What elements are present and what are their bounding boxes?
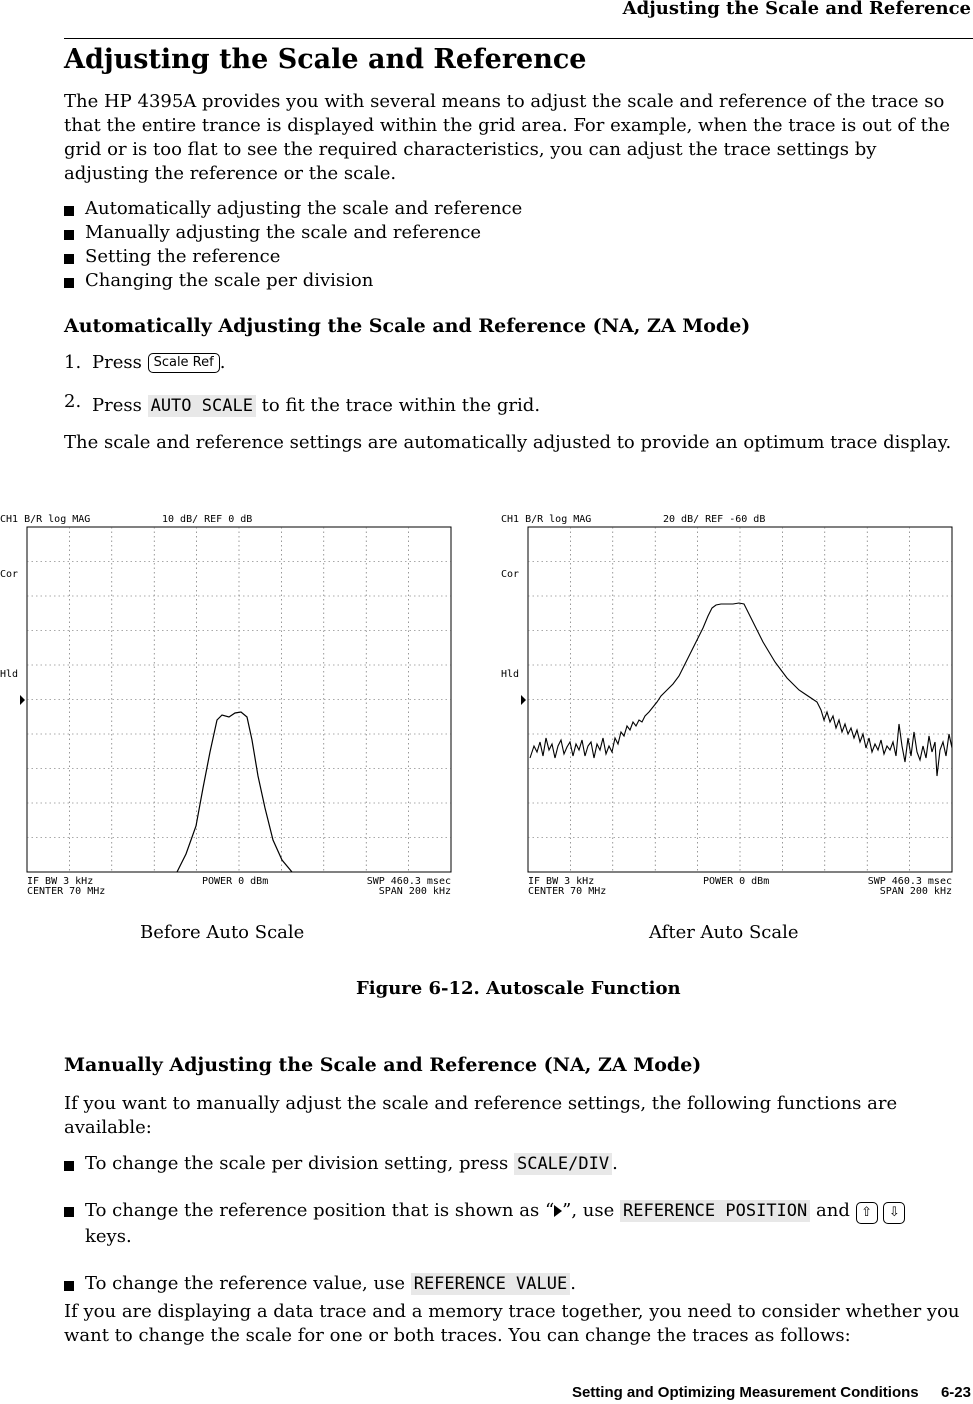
list-item — [64, 1152, 964, 1176]
if-bw-label: IF BW 3 kHz — [27, 876, 94, 887]
auto-scale-softkey: AUTO SCALE — [148, 395, 256, 417]
screen-header-left: CH1 B/R log MAG — [0, 514, 91, 525]
trace — [177, 712, 292, 872]
list-item: Setting the reference — [64, 245, 522, 269]
reference-value-softkey: REFERENCE VALUE — [411, 1273, 571, 1295]
step-1 — [64, 352, 225, 373]
up-arrow-key-icon: ⇧ — [856, 1202, 878, 1224]
page-number: 6-23 — [940, 1384, 971, 1401]
page-footer — [572, 1384, 971, 1401]
step-number: 2. — [64, 391, 82, 412]
item-text: ”, use — [562, 1200, 615, 1221]
intro-paragraph: The HP 4395A provides you with several means to adjust the scale and reference of the trace so that the entire trance is displayed within the grid area. For example, when the trace is out of the grid or is too flat to see the required characteristics, you can adjust the trace settings by adjusting the reference or the scale. — [64, 91, 951, 184]
auto-result-paragraph: The scale and reference settings are automatically adjusted to provide an optimum trace display. — [64, 432, 952, 453]
manual-intro-paragraph: If you want to manually adjust the scale and reference settings, the following functions are available: — [64, 1093, 898, 1138]
figure-caption: Figure 6-12. Autoscale Function — [356, 978, 681, 999]
after-caption: After Auto Scale — [649, 922, 799, 943]
auto-section-heading: Automatically Adjusting the Scale and Reference (NA, ZA Mode) — [64, 315, 751, 337]
reference-position-marker — [20, 695, 25, 705]
closing-paragraph: If you are displaying a data trace and a memory trace together, you need to consider whether you want to change the scale for one or both traces. You can change the traces as follows: — [64, 1301, 960, 1346]
list-item: Manually adjusting the scale and reference — [64, 221, 522, 245]
hld-label: Hld — [0, 669, 19, 680]
hld-label: Hld — [501, 669, 520, 680]
step-text: Press — [92, 352, 142, 373]
topic-list — [64, 197, 522, 293]
step-number: 1. — [64, 352, 82, 373]
header-rule — [64, 38, 973, 39]
sweep-time-label: SWP 460.3 msec — [366, 876, 451, 887]
down-arrow-key-icon: ⇩ — [883, 1202, 905, 1224]
manual-section-heading: Manually Adjusting the Scale and Reference (NA, ZA Mode) — [64, 1054, 702, 1076]
reference-position-softkey: REFERENCE POSITION — [620, 1200, 810, 1222]
item-text: and — [816, 1200, 850, 1221]
footer-chapter: Setting and Optimizing Measurement Conditions — [571, 1384, 919, 1401]
after-auto-scale-display — [501, 506, 961, 906]
step-text: to fit the trace within the grid. — [261, 395, 541, 416]
manual-function-list — [64, 1152, 964, 1296]
item-text: . — [570, 1273, 576, 1294]
cor-label: Cor — [501, 569, 520, 580]
center-label: CENTER 70 MHz — [528, 886, 607, 897]
step-text: Press — [92, 395, 142, 416]
scale-div-softkey: SCALE/DIV — [514, 1153, 612, 1175]
item-text: To change the reference position that is shown as “ — [85, 1200, 555, 1221]
running-header: Adjusting the Scale and Reference — [622, 0, 971, 19]
list-item — [64, 1198, 964, 1250]
grid — [27, 527, 451, 872]
span-label: SPAN 200 kHz — [378, 886, 451, 897]
item-text: . — [612, 1153, 618, 1174]
span-label: SPAN 200 kHz — [879, 886, 952, 897]
screen-header-left: CH1 B/R log MAG — [501, 514, 592, 525]
reference-position-marker — [521, 695, 526, 705]
item-text: keys. — [85, 1226, 132, 1247]
list-item: Changing the scale per division — [64, 269, 522, 293]
list-item — [64, 1272, 964, 1296]
item-text: To change the reference value, use — [85, 1273, 405, 1294]
sweep-time-label: SWP 460.3 msec — [867, 876, 952, 887]
page-title: Adjusting the Scale and Reference — [64, 44, 587, 75]
power-label: POWER 0 dBm — [703, 876, 770, 887]
screen-header-right: 20 dB/ REF -60 dB — [663, 514, 766, 525]
if-bw-label: IF BW 3 kHz — [528, 876, 595, 887]
power-label: POWER 0 dBm — [202, 876, 269, 887]
list-item: Automatically adjusting the scale and reference — [64, 197, 522, 221]
before-auto-scale-display — [0, 506, 460, 906]
before-caption: Before Auto Scale — [140, 922, 305, 943]
item-text: To change the scale per division setting, press — [85, 1153, 509, 1174]
reference-marker-icon — [554, 1205, 562, 1217]
step-text: . — [219, 352, 226, 373]
grid — [528, 527, 952, 872]
step-2 — [64, 391, 540, 417]
scale-ref-key: Scale Ref — [148, 353, 220, 373]
trace — [530, 603, 952, 776]
screen-header-right: 10 dB/ REF 0 dB — [162, 514, 253, 525]
cor-label: Cor — [0, 569, 19, 580]
center-label: CENTER 70 MHz — [27, 886, 106, 897]
